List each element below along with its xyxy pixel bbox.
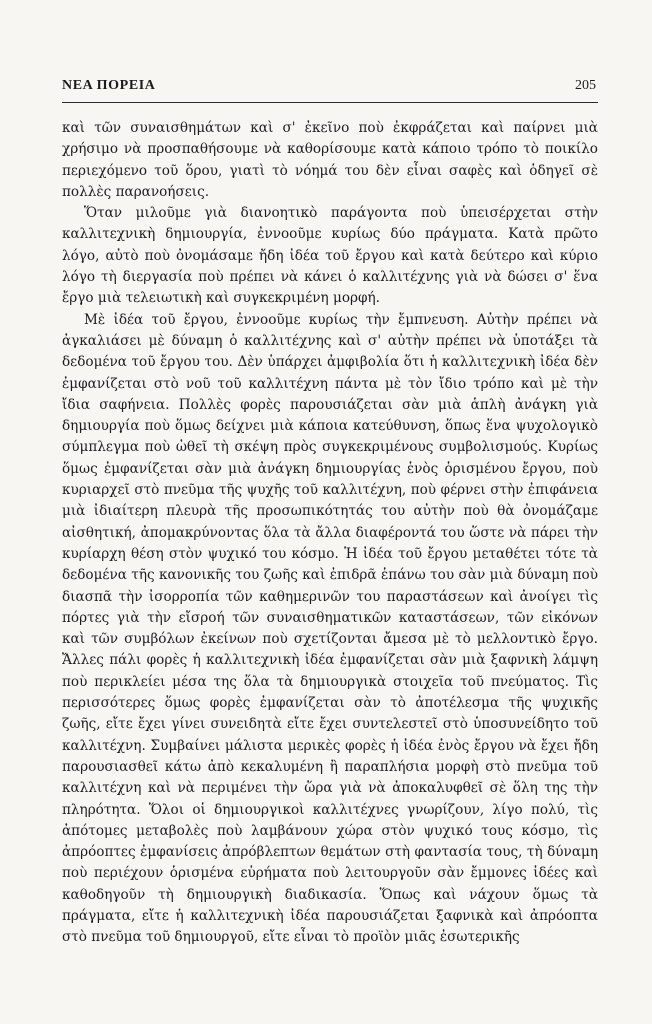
header-rule — [62, 102, 598, 103]
paragraph: Ὅταν μιλοῦμε γιὰ διανοητικὸ παράγοντα ποὺ ὑπεισέρχεται στὴν καλλιτεχνικὴ δημιουργία, ἐννοοῦμε κυρίως δύο πράγματα. Κατὰ πρῶτο λόγο, αὐτὸ ποὺ ὀνομάσαμε ἤδη ἰδέα τοῦ ἔργου καὶ κατὰ δεύτερο καὶ κύριο λόγο τὴ διεργασία ποὺ πρέπει νὰ κάνει ὁ καλλιτέχνης γιὰ νὰ δώσει σ' ἕνα ἔργο μιὰ τελειωτικὴ καὶ συγκεκριμένη μορφή. — [62, 205, 598, 307]
journal-title: ΝΕΑ ΠΟΡΕΙΑ — [62, 78, 156, 93]
paragraph: Μὲ ἰδέα τοῦ ἔργου, ἐννοοῦμε κυρίως τὴν ἔμπνευση. Αὐτὴν πρέπει νὰ ἀγκαλιάσει μὲ δύναμη ὁ καλλιτέχνης καὶ σ' αὐτὴν πρέπει νὰ ὑποτάξει τὰ δεδομένα τοῦ ἔργου του. Δὲν ὑπάρχει ἀμφιβολία ὅτι ἡ καλλιτεχνικὴ ἰδέα δὲν ἐμφανίζεται στὸ νοῦ τοῦ καλλιτέχνη πάντα μὲ τὸν ἴδιο τρόπο καὶ μὲ τὴν ἴδια σαφήνεια. Πολλὲς φορὲς παρουσιάζεται σὰν μιὰ ἁπλὴ ἀνάγκη γιὰ δημιουργία ποὺ ὅμως δείχνει μιὰ κάποια κατεύθυνση, ὅπως ἕνα ψυχολογικὸ σύμπλεγμα ποὺ ὠθεῖ τὴ σκέψη πρὸς συγκεκριμένους συμβολισμούς. Κυρίως ὅμως ἐμφανίζεται σὰν μιὰ ἀνάγκη δημιουργίας ἑνὸς ὁρισμένου ἔργου, ποὺ κυριαρχεῖ στὸ πνεῦμα τῆς ψυχῆς τοῦ καλλιτέχνη, ποὺ φέρνει στὴν ἐπιφάνεια μιὰ ἰδιαίτερη πλευρὰ τῆς προσωπικότητάς του αὐτὴν ποὺ θὰ ὀνομάζαμε αἰσθητική, ἀπομακρύνοντας ὅλα τὰ ἄλλα διαφέροντά του ὥστε νὰ πάρει τὴν κυρίαρχη θέση στὸν ψυχικό του κόσμο. Ἡ ἰδέα τοῦ ἔργου μεταθέτει τότε τὰ δεδομένα τῆς κανονικῆς του ζωῆς καὶ ἐπιδρᾶ ἐπάνω του σὰν μιὰ δύναμη ποὺ διασπᾶ τὴν ἰσορροπία τῶν καθημερινῶν του παραστάσεων καὶ ἀνοίγει τὶς πόρτες γιὰ τὴν εἴσροή τῶν συναισθηματικῶν καταστάσεων, τῶν εἰκόνων καὶ τῶν συμβόλων ἐκείνων ποὺ σχετίζονται ἄμεσα μὲ τὸ μελλοντικὸ ἔργο. Ἄλλες πάλι φορὲς ἡ καλλιτεχνικὴ ἰδέα ἐμφανίζεται σὰν μιὰ ξαφνικὴ λάμψη ποὺ περικλείει μέσα της ὅλα τὰ δημιουργικὰ στοιχεῖα τοῦ πνεύματος. Τὶς περισσότερες ὅμως φορὲς ἐμφανίζεται σὰν τὸ ἀποτέλεσμα τῆς ψυχικῆς ζωῆς, εἴτε ἔχει γίνει συνειδητὰ εἴτε ἔχει συντελεστεῖ στὸ ὑποσυνείδητο τοῦ καλλιτέχνη. Συμβαίνει μάλιστα μερικὲς φορὲς ἡ ἰδέα ἑνὸς ἔργου νὰ ἔχει ἤδη παρουσιασθεῖ κάτω ἀπὸ κεκαλυμένη ἢ παραπλήσια μορφὴ στὸ πνεῦμα τοῦ καλλιτέχνη καὶ νὰ περιμένει τὴν ὥρα γιὰ νὰ ἀποκαλυφθεῖ σὲ ὅλη της τὴν πληρότητα. Ὅλοι οἱ δημιουργικοὶ καλλιτέχνες γνωρίζουν, λίγο πολύ, τὶς ἀπότομες μεταβολὲς ποὺ λαμβάνουν χώρα στὸν ψυχικό τους κόσμο, τὶς ἀπρόοπτες ἐμφανίσεις ἀπρόβλεπτων θεμάτων στὴ φαντασία τους, τὴ δύναμη ποὺ περιέχουν ὁρισμένα εὑρήματα ποὺ λειτουργοῦν σὰν ἔμμονες ἰδέες καὶ καθοδηγοῦν τὴ δημιουργικὴ διαδικασία. Ὅπως καὶ νάχουν ὅμως τὰ πράγματα, εἴτε ἡ καλλιτεχνικὴ ἰδέα παρουσιάζεται ξαφνικὰ καὶ ἀπρόοπτα στὸ πνεῦμα τοῦ δημιουργοῦ, εἴτε εἶναι τὸ προϊὸν μιᾶς ἐσωτερικῆς — [62, 311, 598, 946]
running-header — [62, 78, 596, 100]
paragraph-continuation: καὶ τῶν συναισθημάτων καὶ σ' ἐκεῖνο ποὺ ἐκφράζεται καὶ παίρνει μιὰ χρήσιμο νὰ προσπαθήσουμε νὰ καθορίσουμε κατὰ κάποιο τρόπο τὸ ποικίλο περιεχόμενο τοῦ ὅρου, γιατὶ τὸ νόημά του δὲν εἶναι σαφὲς καὶ ὁδηγεῖ σὲ πολλὲς παρανοήσεις. — [62, 120, 598, 200]
article-body — [62, 118, 598, 949]
page-number: 205 — [575, 78, 596, 93]
